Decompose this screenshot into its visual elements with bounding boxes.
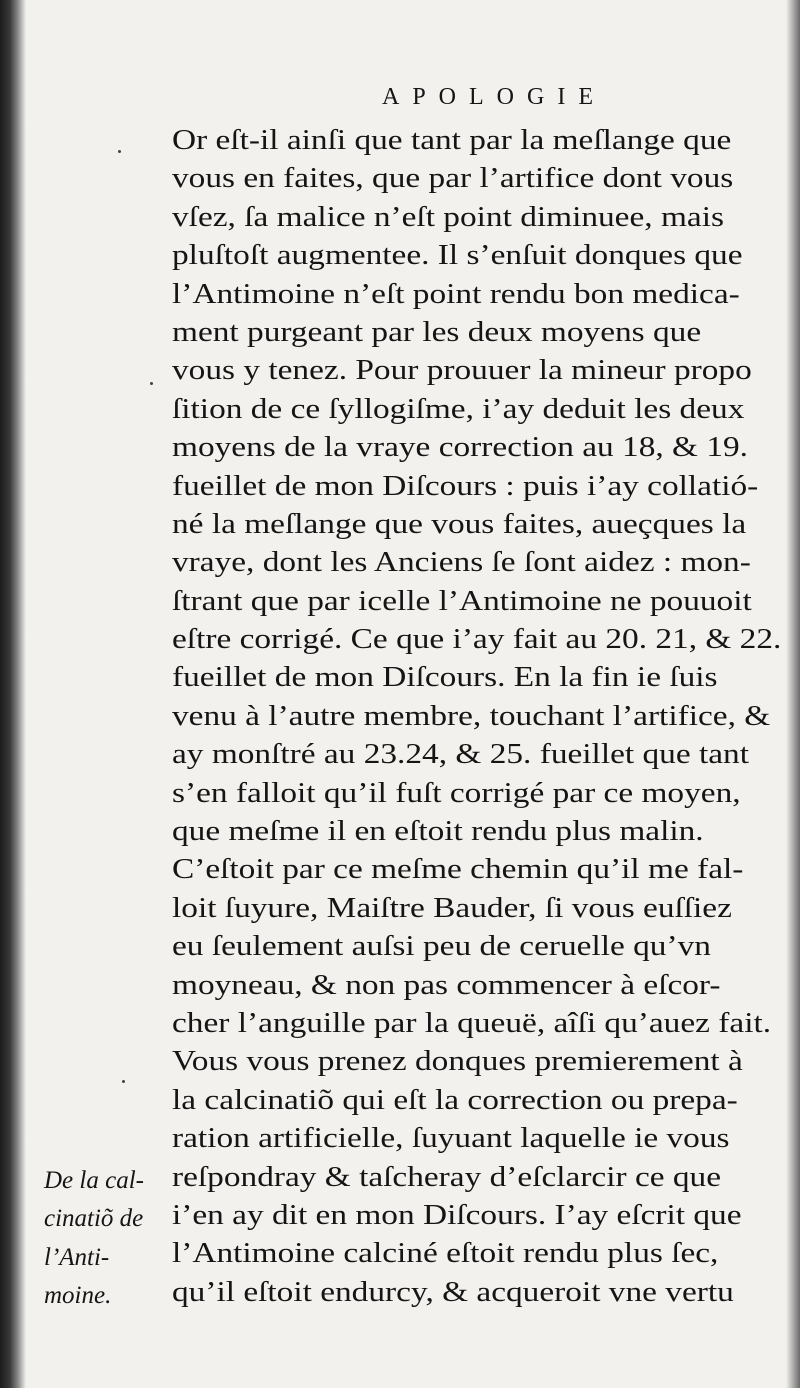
text-line: venu à l’autre membre, touchant l’artifice, & bbox=[172, 699, 771, 732]
text-line: ſtrant que par icelle l’Antimoine ne pouuoit bbox=[172, 584, 752, 617]
text-line: moyens de la vraye correction au 18, & 19. bbox=[172, 431, 749, 464]
text-line: fueillet de mon Diſcours : puis i’ay collatió- bbox=[172, 469, 759, 502]
text-line: l’Antimoine calciné eſtoit rendu plus ſec, bbox=[172, 1237, 719, 1270]
text-line: moyneau, & non pas commencer à eſcor- bbox=[172, 968, 721, 1001]
text-line: i’en ay dit en mon Diſcours. I’ay eſcrit que bbox=[172, 1198, 742, 1231]
text-line: Or eſt-il ainſi que tant par la meſlange que bbox=[172, 124, 732, 156]
text-line: Vous vous prenez donques premierement à bbox=[172, 1045, 743, 1078]
text-line: ment purgeant par les deux moyens que bbox=[172, 315, 702, 348]
text-line: vous en faites, que par l’artifice dont vous bbox=[172, 162, 734, 195]
margin-note-line: moine. bbox=[44, 1282, 112, 1310]
text-line: vraye, dont les Anciens ſe ſont aidez : mon- bbox=[172, 546, 751, 579]
paper-speck bbox=[122, 1080, 125, 1083]
text-line: ration artificielle, ſuyuant laquelle ie vous bbox=[172, 1122, 730, 1155]
margin-note-line: cinatiõ de bbox=[44, 1205, 144, 1233]
text-line: C’eſtoit par ce meſme chemin qu’il me fal- bbox=[172, 853, 744, 886]
text-line: eſtre corrigé. Ce que i’ay fait au 20. 21, & 22. bbox=[172, 623, 782, 656]
text-line: pluſtoſt augmentee. Il s’enſuit donques que bbox=[172, 239, 743, 272]
text-line: fueillet de mon Diſcours. En la fin ie ſuis bbox=[172, 661, 718, 694]
margin-note-line: l’Anti- bbox=[44, 1243, 110, 1271]
paper-speck bbox=[150, 382, 153, 385]
page-gutter-shadow bbox=[0, 0, 26, 1388]
text-line: l’Antimoine n’eſt point rendu bon medica- bbox=[172, 277, 740, 310]
body-text bbox=[172, 121, 794, 1311]
margin-note bbox=[44, 1162, 176, 1316]
text-line: s’en falloit qu’il fuſt corrigé par ce moyen, bbox=[172, 776, 741, 809]
text-line: la calcinatiõ qui eſt la correction ou prepa- bbox=[172, 1083, 738, 1116]
paper-speck bbox=[118, 150, 121, 153]
text-line: que meſme il en eſtoit rendu plus malin. bbox=[172, 815, 704, 848]
text-line: né la meſlange que vous faites, aueçques la bbox=[172, 507, 747, 540]
text-line: ay monſtré au 23.24, & 25. fueillet que tant bbox=[172, 738, 750, 771]
text-line: cher l’anguille par la queuë, aîſi qu’auez fait. bbox=[172, 1006, 772, 1039]
text-line: eu ſeulement auſsi peu de ceruelle qu’vn bbox=[172, 930, 711, 963]
text-line: reſpondray & taſcheray d’eſclarcir ce que bbox=[172, 1160, 722, 1193]
text-line: ſition de ce ſyllogiſme, i’ay deduit les deux bbox=[172, 392, 745, 425]
text-line: qu’il eſtoit endurcy, & acqueroit vne vertu bbox=[172, 1275, 734, 1308]
text-line: loit ſuyure, Maiſtre Bauder, ſi vous euſſiez bbox=[172, 891, 732, 924]
running-head: APOLOGIE bbox=[382, 84, 606, 110]
text-line: vous y tenez. Pour prouuer la mineur propo bbox=[172, 354, 752, 387]
text-line: vſez, ſa malice n’eſt point diminuee, mais bbox=[172, 200, 724, 233]
margin-note-line: De la cal- bbox=[44, 1167, 144, 1194]
